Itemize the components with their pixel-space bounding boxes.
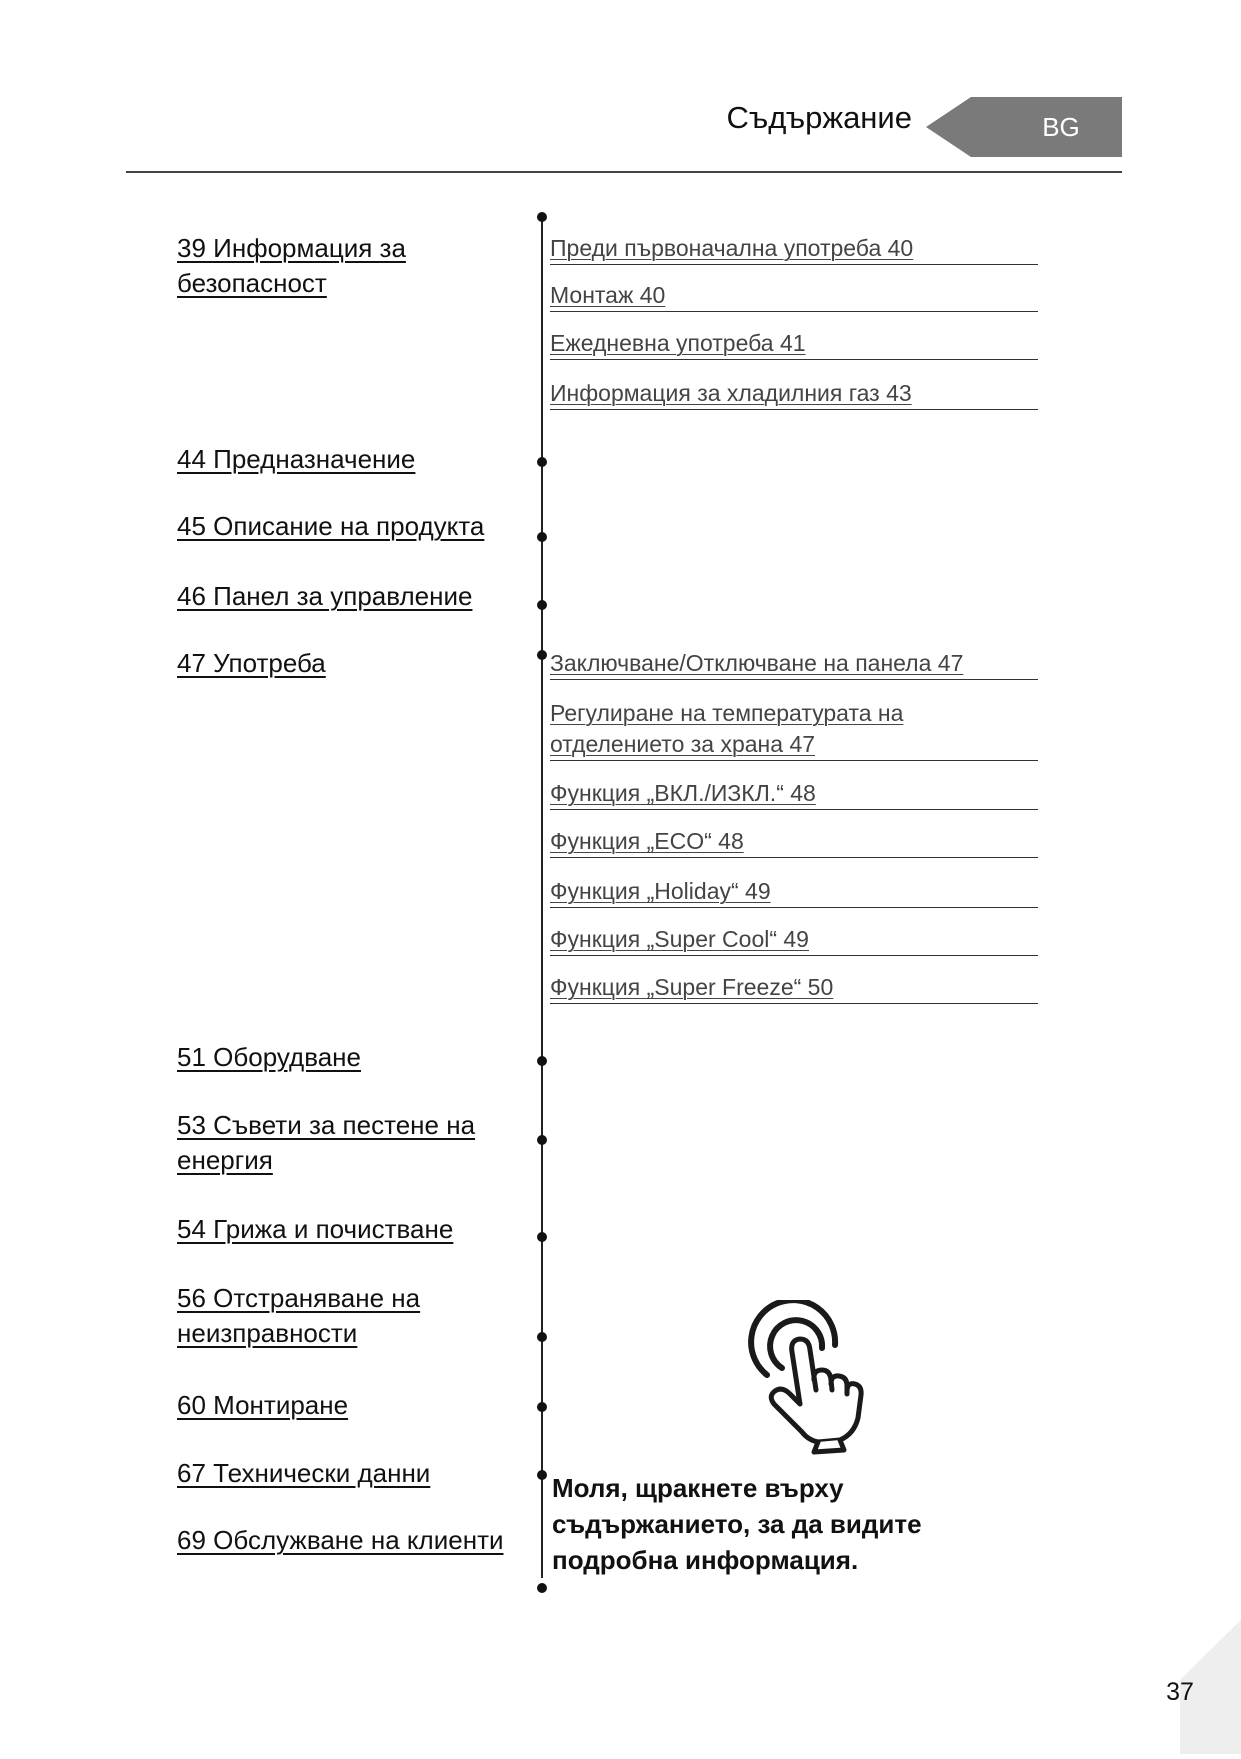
toc-sub-daily-use[interactable]: Ежедневна употреба 41	[550, 328, 1038, 360]
toc-section-technical-data[interactable]: 67 Технически данни	[177, 1458, 431, 1488]
toc-sub-panel-lock[interactable]: Заключване/Отключване на панела 47	[550, 648, 1038, 680]
toc-section-installation[interactable]: 60 Монтиране	[177, 1390, 349, 1420]
timeline-dot	[537, 1232, 547, 1242]
toc-section-usage[interactable]: 47 Употреба	[177, 648, 326, 678]
timeline-line	[541, 217, 543, 1578]
timeline-dot	[537, 600, 547, 610]
language-label: BG	[1042, 112, 1080, 142]
toc-section-care-cleaning[interactable]: 54 Грижа и почистване	[177, 1214, 454, 1244]
toc-section-customer-service[interactable]: 69 Обслужване на клиенти	[177, 1525, 504, 1555]
toc-section-troubleshooting[interactable]: 56 Отстраняване на неизправности	[177, 1283, 421, 1348]
timeline-dot	[537, 457, 547, 467]
timeline-dot	[537, 1135, 547, 1145]
toc-section-equipment[interactable]: 51 Оборудване	[177, 1042, 361, 1072]
toc-sub-on-off-function[interactable]: Функция „ВКЛ./ИЗКЛ.“ 48	[550, 778, 1038, 810]
header-divider	[126, 171, 1122, 173]
toc-section-safety[interactable]: 39 Информация за безопасност	[177, 233, 406, 298]
page-number: 37	[1166, 1678, 1194, 1706]
toc-sub-first-use[interactable]: Преди първоначална употреба 40	[550, 233, 1038, 265]
toc-sub-super-freeze-function[interactable]: Функция „Super Freeze“ 50	[550, 972, 1038, 1004]
toc-section-control-panel[interactable]: 46 Панел за управление	[177, 581, 473, 611]
toc-sub-temperature-regulation[interactable]: Регулиране на температурата на отделението за храна 47	[550, 698, 1038, 761]
toc-sub-mounting[interactable]: Монтаж 40	[550, 280, 1038, 312]
timeline-dot	[537, 650, 547, 660]
toc-sub-holiday-function[interactable]: Функция „Holiday“ 49	[550, 876, 1038, 908]
timeline-dot	[537, 1332, 547, 1342]
timeline-dot	[537, 532, 547, 542]
toc-sub-super-cool-function[interactable]: Функция „Super Cool“ 49	[550, 924, 1038, 956]
timeline-dot	[537, 1402, 547, 1412]
toc-section-purpose[interactable]: 44 Предназначение	[177, 444, 416, 474]
timeline-dot	[537, 1583, 547, 1593]
timeline-dot	[537, 212, 547, 222]
toc-sub-refrigerant-info[interactable]: Информация за хладилния газ 43	[550, 378, 1038, 410]
timeline-dot	[537, 1056, 547, 1066]
timeline-dot	[537, 1470, 547, 1480]
toc-section-energy-tips[interactable]: 53 Съвети за пестене на енергия	[177, 1110, 476, 1175]
tap-hand-icon	[740, 1300, 875, 1455]
toc-sub-eco-function[interactable]: Функция „ECO“ 48	[550, 826, 1038, 858]
click-hint-text: Моля, щракнете върху съдържанието, за да видите подробна информация.	[552, 1473, 922, 1575]
toc-section-product-description[interactable]: 45 Описание на продукта	[177, 511, 485, 541]
page-title: Съдържание	[726, 100, 912, 135]
